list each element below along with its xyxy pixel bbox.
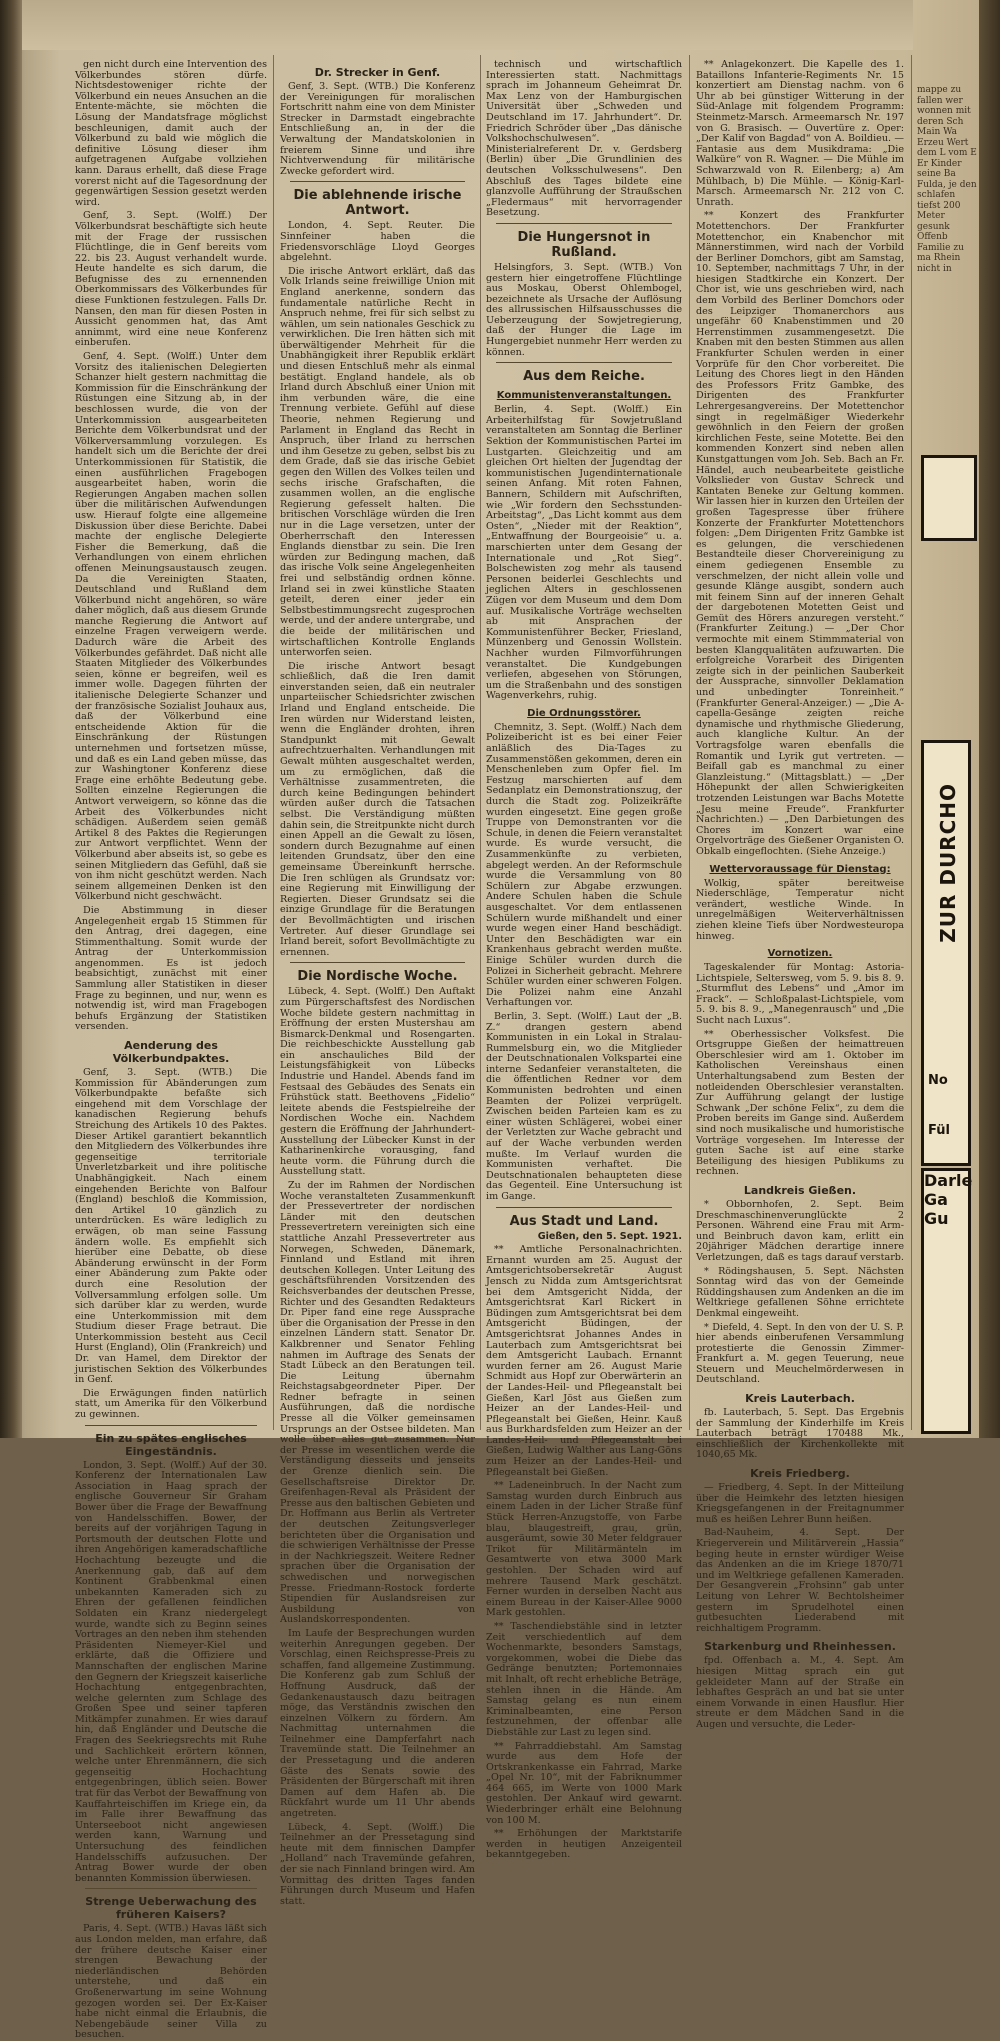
article-paragraph: ** Taschendiebstähle sind in letzter Zeit verschiedentlich auf dem Wochenmarkte, besonders Samstags, vorgekommen, wobei die Diebe das Gedränge benutzten; Portemonnaies mit Inhalt, oft recht erhebliche Beträge, stehlen ihnen in die Hände. Am Samstag gelang es nun einem Kriminalbeamten, eine Person festzunehmen, der offenbar alle Diebstähle zur Last zu legen sind.	[486, 1620, 682, 1738]
article-headline: Die Hungersnot in Rußland.	[517, 229, 651, 260]
article-headline: Gießen, den 5. Sept. 1921.	[537, 1230, 682, 1242]
section-separator	[85, 1425, 257, 1426]
adjacent-ad-word: Gu	[924, 1209, 949, 1228]
article-paragraph: fpd. Offenbach a. M., 4. Sept. Am hiesigen Mittag sprach ein gut gekleideter Mann auf der Straße ein lebhaftes Gespräch an und bat sie unter einem Vorwande in einen Hausflur. Hier streute er dem Mädchen Sand in die Augen und versuchte, die Leder-	[696, 1655, 904, 1730]
article-paragraph: ** Erhöhungen der Marktstarife werden in heutigen Anzeigenteil bekanntgegeben.	[486, 1828, 682, 1861]
article-paragraph: ** Oberhessischer Volksfest. Die Ortsgruppe Gießen der heimattreuen Oberschlesier wird am 1. Oktober im Katholischen Vereinshaus einen Unterhaltungsabend zum Besten der notleidenden Oberschlesier veranstalten. Zur Aufführung gelangt der lustige Schwank „Der schöne Felix“, zu dem die Proben bereits im Gange sind. Außerdem sind noch musikalische und humoristische Vorträge vorgesehen. Im Interesse der guten Sache ist auf eine starke Beteiligung des hiesigen Publikums zu rechnen.	[696, 1028, 904, 1178]
column-rule	[689, 55, 690, 1430]
article-headline: Aus Stadt und Land.	[509, 1213, 659, 1229]
adjacent-ad-frame	[921, 455, 977, 541]
top-margin	[22, 0, 913, 50]
article-paragraph: Genf, 3. Sept. (WTB.) Die Konferenz der Vereinigungen für moralischen Fortschritt nahm eine von dem Minister Strecker in Darmstadt eingebrachte Entschließung an, in der die Verwaltung der Mandatskolonien in freierem Sinne und ihre Nichtverwendung für militärische Zwecke gefordert wird.	[280, 81, 475, 177]
column-rule	[911, 55, 912, 1430]
adjacent-ad-box	[921, 1168, 971, 1434]
article-headline: Kreis Lauterbach.	[745, 1392, 855, 1406]
article-headline: Wettervoraussage für Dienstag:	[709, 863, 891, 875]
article-paragraph: Berlin, 3. Sept. (Wolff.) Laut der „B. Z.“ drangen gestern abend Kommunisten in ein Lokal in Stralau-Rummelsburg ein, wo die Mitglieder der Deutschnationalen Volkspartei eine interne Sedanfeier veranstalteten, die die öffentlichen Redner vor dem Kommunisten bedrohten und einen Beamten der Polizei verprügelt. Zwischen beiden Parteien kam es zu einer wüsten Schlägerei, wobei einer der Verletzten zur Wache gebracht und auf der Wache verbunden werden mußte. Im Verlauf wurden die Kommunisten verhaftet. Die Deutschnationalen behaupteten diese das Gegenteil. Eine Untersuchung ist im Gange.	[486, 1010, 682, 1202]
article-headline: Die Nordische Woche.	[297, 969, 458, 985]
article-paragraph: Paris, 4. Sept. (WTB.) Havas läßt sich aus London melden, man erfahre, daß der frühere deutsche Kaiser einer strengen Bewachung der niederländischen Behörden unterstehe, und daß ein Großenerwartung im seine Wohnung gezogen worden sei. Der Ex-Kaiser habe nicht einmal die Erlaubnis, die Nebengebäude seiner Villa zu besuchen.	[75, 1923, 267, 2041]
article-paragraph: Bad-Nauheim, 4. Sept. Der Kriegerverein und Militärverein „Hassia“ beging heute in ernster würdiger Weise das Andenken an die im Kriege 1870/71 und im Weltkriege gefallenen Kameraden. Der Gesangverein „Frohsinn“ gab unter Leitung von Lehrer W. Bechtolsheimer gestern im Sprudelhotel einen gutbesuchten Liederabend mit reichhaltigem Programm.	[696, 1527, 904, 1634]
adjacent-page-text: mappe zu fallen wer wonnen mit deren Sch Main Wa Erzeu Wert dem L vom E Er Kinder seine Ba Fulda, je den schlafen tiefst 200 Meter gesunk Offenb Familie zu ma Rhein nicht in	[917, 85, 977, 274]
article-paragraph: Genf, 3. Sept. (WTB.) Die Kommission für Abänderungen zum Völkerbundpakte befaßte sich eingehend mit dem Vorschlage der kanadischen Regierung behufs Streichung des Artikels 10 des Paktes. Dieser Artikel garantiert bekanntlich den Mitgliedern des Völkerbundes ihre gegenseitige territoriale Unverletzbarkeit und ihre politische Unabhängigkeit. Nach einem eingehenden Berichte von Balfour (England) beschloß die Kommission, den Artikel 10 gänzlich zu unterdrücken. Es wäre lediglich zu erwägen, ob man seine Fassung ändern wolle. Es empfiehlt sich hierüber eine Debatte, ob diese Abänderung erwünscht in der Form einer Abänderung zum Pakte oder durch eine Resolution der Vollversammlung erfolgen solle. Um sich darüber klar zu werden, wurde eine Unterkommission mit dem Studium dieser Frage betraut. Die Unterkommission besteht aus Cecil Hurst (England), Olin (Frankreich) und Dr. van Hamel, dem Direktor der juristischen Sektion des Völkerbundes in Genf.	[75, 1067, 267, 1386]
article-paragraph: ** Anlagekonzert. Die Kapelle des 1. Bataillons Infanterie-Regiments Nr. 15 konzertiert am Dienstag nachm. von 6 Uhr ab bei günstiger Witterung in der Süd-Anlage mit folgendem Programm: Steinmetz-Marsch. Armeemarsch Nr. 197 von G. Brasisch. — Ouvertüre z. Oper: „Der Kalif von Bagdad“ von A. Boildieu. — Fantasie aus dem Musikdrama: „Die Walküre“ von R. Wagner. — Die Mühle im Schwarzwald von R. Eilenberg; a) Am Mühlbach, b) Die Mühle. — König-Karl-Marsch. Armeemarsch Nr. 212 von C. Unrath.	[696, 59, 904, 208]
article-paragraph: * Rödingshausen, 5. Sept. Nächsten Sonntag wird das von der Gemeinde Rüddingshausen zum Andenken an die im Weltkriege gefallenen Söhne errichtete Denkmal eingeweiht.	[696, 1265, 904, 1319]
article-paragraph: * Obbornhofen, 2. Sept. Beim Dreschmaschinenverunglückte 2 Personen. Während eine Frau mit Arm- und Beinbruch davon kam, erlitt ein 20jähriger Mädchen derartige innere Verletzungen, daß es tags darauf verstarb.	[696, 1198, 904, 1263]
adjacent-ad-box	[921, 740, 971, 1166]
section-separator	[290, 181, 465, 182]
section-separator	[290, 962, 465, 963]
section-separator	[496, 223, 672, 224]
adjacent-page-strip	[913, 0, 1000, 1438]
section-separator	[496, 362, 672, 363]
article-paragraph: Die irische Antwort besagt schließlich, daß die Iren damit einverstanden seien, daß ein neutraler unparteiischer Schiedsrichter zwischen Irland und England entscheide. Die Iren würden nur Widerstand leisten, wenn die Engländer drohten, ihren Standpunkt mit Gewalt aufrechtzuerhalten. Verhandlungen mit Gewalt mühten ausgeschaltet werden, um zu ermöglichen, daß die Verhältnisse zusammentreten, die durch keine Bedingungen behindert würden außer durch die Tatsachen selbst. Die Verständigung müßten dahin sein, die Streitpunkte nicht durch einen Appell an die Gewalt zu lösen, sondern durch Bezugnahme auf einen leitenden Grundsatz, über den eine gemeinsame Übereinkunft herrsche. Die Iren schlügen als Grundsatz vor: eine Regierung mit Einwilligung der Regierten. Dieser Grundsatz sei die einzige Grundlage für die Beratungen der Bevollmächtigten und irischen Vertreter. Auf dieser Grundlage sei Irland bereit, sofort Bevollmächtigte zu ernennen.	[280, 660, 475, 958]
article-paragraph: ** Ladeneinbruch. In der Nacht zum Samstag wurden durch Einbruch aus einem Laden in der Licher Straße fünf Stück Herren-Anzugstoffe, von Farbe blau, blaugestreift, grau, grün, ausgeräumt, sowie 30 Meter feldgrauer Trikot für Militärmänteln im Gesamtwerte von etwa 3000 Mark gestohlen. Der Schaden wird auf mehrere Tausend Mark geschätzt. Ferner wurden in derselben Nacht aus einem Bureau in der Kaiser-Allee 9000 Mark gestohlen.	[486, 1480, 682, 1619]
article-headline: Strenge Ueberwachung des früheren Kaisers?	[85, 1895, 257, 1922]
article-paragraph: fb. Lauterbach, 5. Sept. Das Ergebnis der Sammlung der Kinderhilfe im Kreis Lauterbach beträgt 170488 Mk., einschließlich der Kirchenkollekte mit 1040,65 Mk.	[696, 1407, 904, 1461]
article-paragraph: Die Erwägungen finden natürlich statt, um Amerika für den Völkerbund zu gewinnen.	[75, 1387, 267, 1421]
section-separator	[85, 1888, 257, 1889]
article-headline: Landkreis Gießen.	[743, 1183, 857, 1197]
page-edge-shadow	[979, 0, 1000, 1438]
adjacent-ad-word: Ga	[924, 1190, 948, 1209]
article-paragraph: London, 3. Sept. (Wolff.) Auf der 30. Konferenz der Internationalen Law Association in Haag sprach der englische Gouverneur Sir Graham Bower über die Frage der Bewaffnung von Handelsschiffen. Bower, der bereits auf der vorjährigen Tagung in Portsmouth der deutschen Flotte und ihren Angehörigen kameradschaftliche Hochachtung bezeugte und die Anerkennung gab, daß auf dem Kontinent Grabbenkmal einen unbekannten Kameraden sich zu Ehren der gefallenen feindlichen Soldaten ein Kranz niedergelegt wurde, wandte sich zu Beginn seines Vortrages an den neben ihm stehenden Präsidenten Niemeyer-Kiel und erklärte, daß die Offiziere und Mannschaften der englischen Marine den Gegnern der Kriegszeit kaiserliche Hochachtung entgegenbrachten, welche gelernten zum Schlage des Großen Spee und seiner tapferen Mitkämpfer zunahmen. Er wies darauf hin, daß Engländer und Deutsche die Fragen des Seekriegsrechts mit Ruhe und Sachlichkeit erörtern können, welche unter Ehrenmännern, die sich gegenseitig Hochachtung entgegenbringen, üblich seien. Bower trat für das Verbot der Bewaffnung von Kauffahrteischiffen im Kriege ein, da im Falle ihrer Bewaffnung das Unterseeboot nicht angewiesen werden kann, Warnung und Untersuchung des feindlichen Handelsschiffs aufzusuchen. Der Antrag Bower wurde der oben benannten Kommission überwiesen.	[75, 1459, 267, 1884]
article-paragraph: Die irische Antwort erklärt, daß das Volk Irlands seine freiwillige Union mit England anerkenne, sondern das fundamentale natürliche Recht in Anspruch nehme, frei für sich selbst zu wählen, um sein nationales Geschick zu verwirklichen. Die Iren hätten sich mit überwältigender Mehrheit für die Unabhängigkeit ihrer Republik erklärt und diesen Entschluß mehr als einmal bestätigt. England handele, als ob Irland durch Abschluß einer Union mit ihm verbunden wäre, die eine Trennung verbiete. Gefühl auf diese Theorie, nehmen Regierung und Parlament in England das Recht in Anspruch, über Irland zu herrschen und ihm Gesetze zu geben, selbst bis zu dem Grade, daß sie das irische Gebiet gegen den Willen des Volkes teilen und sechs irische Grafschaften, die zusammen wollen, an die englische Regierung gefesselt halten. Die britischen Vorschläge würden die Iren nur in die Lage versetzen, unter der Oberherrschaft den Interessen Englands dienstbar zu sein. Die Iren würden zur Bedingung machen, daß das irische Volk seine Angelegenheiten frei und selbständig ordnen könne. Irland sei in zwei künstliche Staaten geteilt, deren einer jeder ein Selbstbestimmungsrecht zugesprochen werde, und der andere untergrabe, und die beide der militärischen und wirtschaftlichen Kontrolle Englands unterworfen seien.	[280, 265, 475, 659]
article-paragraph: Chemnitz, 3. Sept. (Wolff.) Nach dem Polizeibericht ist es bei einer Feier anläßlich des Dia-Tages zu Zusammenstößen gekommen, deren ein Menschenleben zum Opfer fiel. Im Festzug marschierten auf dem Sedanplatz ein Demonstrationszug, der durch die Stadt zog. Polizeikräfte wurden eingesetzt. Eine gegen große Truppe von Demonstranten vor die Schule, in denen die Feiern veranstaltet wurde. Es wurde versucht, die Zusammenkünfte zu verbieten, abgelegt werden. An der Reformschule wurde die Versammlung von 80 Schülern zur Abgabe erzwungen. Andere Schulen haben die Schule ausgeschaltet. Vor dem entlassenen Schülern wurde mißhandelt und einer wurde wegen einer Hand beschädigt. Unter den Beschädigten war ein Krankenhaus gebracht werden mußte. Einige Schüler wurden durch die Polizei in Sicherheit gebracht. Mehrere Schüler wurden einer schweren Folgen. Die Polizei nahm eine Anzahl Verhaftungen vor.	[486, 721, 682, 1009]
article-paragraph: Genf, 3. Sept. (Wolff.) Der Völkerbundsrat beschäftigte sich heute mit der Frage der russischen Flüchtlinge, die in Genf bereits vom 22. bis 23. August verhandelt wurde. Heute handelte es sich darum, die Befugnisse des zu ernennenden Oberkommissars des Völkerbundes für diese Funktionen festzulegen. Falls Dr. Nansen, den man für diesen Posten in Aussicht genommen hat, das Amt annimmt, wird eine neue Konferenz einberufen.	[75, 210, 267, 349]
column-4	[696, 59, 904, 1730]
section-separator	[496, 1207, 672, 1208]
article-paragraph: Berlin, 4. Sept. (Wolff.) Ein Arbeiterhilfstag für Sowjetrußland veranstalteten am Sonntag die Berliner Sektion der Kommunistischen Partei im Lustgarten. Gleichzeitig und am gleichen Ort hielten der Jugendtag der kommunistischen Jugendinternationale seinen Anfang. Mit roten Fahnen, Bannern, Schildern mit Aufschriften, wie „Wir fordern den Sechsstunden-Arbeitstag“, „Das Licht kommt aus dem Osten“, „Nieder mit der Reaktion“, „Entwaffnung der Bourgeoisie“ u. a. marschierten unter dem Gesang der Internationale und „Rot Sieg“. Bolschewisten zog mehr als tausend Personen beiderlei Geschlechts und jeglichen Alters in geschlossenen Zügen vor dem Museum und dem Dom auf. Musikalische Vorträge wechselten ab mit Ansprachen der Kommunistenführer Becker, Friesland, Münzenberg und Genossin Wollstein. Nachher wurden Filmvorführungen veranstaltet. Die Kundgebungen verliefen, abgesehen von Störungen, um die Straßenbahn und des sonstigen Wagenverkehrs, ruhig.	[486, 404, 682, 702]
article-paragraph: Genf, 4. Sept. (Wolff.) Unter dem Vorsitz des italienischen Delegierten Schanzer hielt gestern nachmittag die Kommission für die Einschränkung der Rüstungen eine Sitzung ab, in der beschlossen wurde, die von der Unterkommission ausgearbeiteten Berichte dem Völkerbundsrat und der Völkerversammlung vorzulegen. Es handelt sich um die Berichte der drei Unterkommissionen für Statistik, die einen ausführlichen Fragebogen ausgearbeitet haben, worin die Regierungen Angaben machen sollen über die militärischen Aufwendungen usw. Hierauf folgte eine allgemeine Diskussion über diese Berichte. Dabei machte der englische Delegierte Fisher die Bemerkung, daß die Verhandlungen von einem ehrlichen offenen Meinungsaustausch zeugen. Da die Vereinigten Staaten, Deutschland und Rußland dem Völkerbund nicht angehören, so wäre daher möglich, daß aus diesem Grunde manche Regierung die Antwort auf einzelne Fragen verweigern werde. Dadurch wäre die Arbeit des Völkerbundes gefährdet. Daß nicht alle Staaten Mitglieder des Völkerbundes seien, könne er begreifen, weil es immer wolle. Dagegen führten der italienische Delegierte Schanzer und der französische Sozialist Jouhaux aus, daß der Völkerbund eine entscheidende Aktion für die Einschränkung der Rüstungen unternehmen und fortsetzen müsse, und daß es ein Land geben müsse, das zur Washingtoner Konferenz diese Frage eine erhöhte Bedeutung gebe. Sollten einzelne Regierungen die Antwort verweigern, so könne das die Arbeit des Völkerbundes nicht schädigen. Außerdem seien gemäß Artikel 8 des Paktes die Regierungen zur Antwort verpflichtet. Wenn der Völkerbund aber abseits ist, so gebe es seinen Mitgliedern das Gefühl, daß sie von ihm nicht geschützt werden. Nach seinem allgemeinen Denken ist den Völkerbund nicht geschwächt.	[75, 351, 267, 903]
article-headline: Ein zu spätes englisches Eingeständnis.	[95, 1431, 247, 1458]
adjacent-ad-word: Fül	[928, 1123, 950, 1138]
article-headline: Kreis Friedberg.	[750, 1467, 850, 1481]
article-headline: Die ablehnende irische Antwort.	[293, 188, 462, 219]
adjacent-ad-word: No	[928, 1073, 948, 1088]
article-paragraph: Tageskalender für Montag: Astoria-Lichtspiele, Seltersweg, vom 5. 9. bis 8. 9. „Sturmflut des Lebens“ und „Amor im Frack“. — Schloßpalast-Lichtspiele, vom 5. 9. bis 8. 9., „Manegenrausch“ und „Die Sucht nach Luxus“.	[696, 962, 904, 1027]
article-paragraph: ** Fahrraddiebstahl. Am Samstag wurde aus dem Hofe der Ortskrankenkasse ein Fahrrad, Marke „Opel Nr. 10“, mit der Fabriknummer 464 665, im Werte von 1000 Mark gestohlen. Der Ankauf wird gewarnt. Wiederbringer erhält eine Belohnung von 100 M.	[486, 1740, 682, 1826]
article-paragraph: gen nicht durch eine Intervention des Völkerbundes stören dürfe. Nichtsdestoweniger richte der Völkerbund ein neues Ansuchen an die Entente-mächte, sie möchten die Lösung der Mandatsfrage möglichst beschleunigen, damit auch der Völkerbund zu bald wie möglich die definitive Lösung dieser ihm aufgetragenen Aufgabe vollziehen kann. Daraus erhellt, daß diese Frage vorerst nicht auf die Tagesordnung der gegenwärtigen Session gesetzt werden wird.	[75, 59, 267, 208]
column-2	[280, 60, 475, 1907]
article-paragraph: technisch und wirtschaftlich Interessierten statt. Nachmittags sprach im Johanneum Geheimrat Dr. Max Lenz von der Hamburgischen Universität über „Schweden und Deutschland im 17. Jahrhundert“. Dr. Friedrich Schröder über „Das dänische Volkshochschulwesen“. Ministerialreferent Dr. v. Gerdsberg (Berlin) über „Die Grundlinien des deutschen Volksschulwesens“. Den Abschluß des Tages bildete eine glanzvolle Aufführung der Straußschen „Fledermaus“ mit hervorragender Besetzung.	[486, 59, 682, 219]
article-paragraph: — Friedberg, 4. Sept. In der Mitteilung über die Heimkehr des letzten hiesigen Kriegsgefangenen in der Freitagnummer muß es heißen Lehrer Bunn heißen.	[696, 1482, 904, 1525]
article-paragraph: Die Abstimmung in dieser Angelegenheit ergab 15 Stimmen für den Antrag, drei dagegen, eine Stimmenthaltung. Somit wurde der Antrag der Unterkommission angenommen. Es ist jedoch beabsichtigt, zunächst mit einer Sammlung aller Statistiken in dieser Frage zu beginnen, und nur, wenn es notwendig ist, wird man Fragebogen behufs Ergänzung der Statistiken versenden.	[75, 904, 267, 1033]
article-headline: Vornotizen.	[767, 948, 833, 960]
article-headline: Aus dem Reiche.	[523, 369, 645, 385]
binding-spine	[0, 0, 22, 1438]
column-1	[75, 59, 267, 2041]
article-paragraph: ** Amtliche Personalnachrichten. Ernannt wurden am 25. August der Amtsgerichtsobersekretär August Jensch zu Nidda zum Amtsgerichtsrat bei dem Amtsgericht Nidda, der Amtsgerichtsrat Karl Rickert in Büdingen zum Amtsgerichtsrat bei dem Amtsgericht Büdingen, der Amtsgerichtsrat Johannes Andes in Lauterbach zum Amtsgerichtsrat bei dem Amtsgericht Laubach. Ernannt wurden ferner am 26. August Marie Schmidt aus Hopf zur Oberwärterin an der Landes-Heil- und Pflegeanstalt bei Gießen, Karl Jöst aus Gießen zum Heizer an der Landes-Heil- und Pflegeanstalt bei Gießen, Heinr. Kauß aus Burkhardsfelden zum Heizer an der Landes-Heil- und Pflegeanstalt bei Gießen, Ludwig Walther aus Lang-Göns zum Heizer an der Landes-Heil- und Pflegeanstalt bei Gießen.	[486, 1244, 682, 1478]
article-paragraph: * Diefeld, 4. Sept. In den von der U. S. P. hier abends einberufenen Versammlung protestierte die Genossin Zimmer-Frankfurt a. M. gegen Teuerung, neue Steuern und Meuchelmörderwesen in Deutschland.	[696, 1321, 904, 1386]
article-paragraph: Lübeck, 4. Sept. (Wolff.) Die Teilnehmer an der Pressetagung sind heute mit dem finnischen Dampfer „Holland“ nach Travemünde gefahren, der sie nach Finnland bringen wird. Am Vormittag des dritten Tages fanden Führungen durch Museum und Hafen statt.	[280, 1821, 475, 1907]
column-3	[486, 59, 682, 1861]
article-paragraph: Wolkig, später bereitweise Niederschläge, Temperatur nicht verändert, westliche Winde. In unregelmäßigen Weiterverhältnissen ziehen kleine Tiefs über Nordwesteuropa hinweg.	[696, 877, 904, 942]
article-paragraph: Lübeck, 4. Sept. (Wolff.) Den Auftakt zum Pürgerschaftsfest des Nordischen Woche bildete gestern nachmittag in Eröffnung der ersten Mustershau am Bismarck-Denkmal und Rosengarten. Die reichbeschickte Ausstellung gab ein anschauliches Bild der Leistungsfähigkeit von Lübecks Industrie und Handel. Abends fand im Festsaal des Gebäudes des Senats ein Frühstück statt. Beethovens „Fidelio“ leitete abends die Festspielreihe der Nordischen Woche ein. Nachdem gestern die Eröffnung der Jahrhundert-Ausstellung der Lübecker Kunst in der Katharinenkirche vorausging, fand heute vorm. die Führung durch die Ausstellung statt.	[280, 986, 475, 1178]
adjacent-ad-word: Darle	[924, 1171, 973, 1190]
article-headline: Aenderung des Völkerbundpaktes.	[112, 1039, 230, 1066]
article-paragraph: Zu der im Rahmen der Nordischen Woche veranstalteten Zusammenkunft der Pressevertreter der nordischen Länder mit den deutschen Pressevertretern vereinigten sich eine stattliche Anzahl Pressevertreter aus Norwegen, Schweden, Dänemark, Finnland und Estland mit ihren deutschen Kollegen. Unter Leitung des geschäftsführenden Vorsitzenden des Reichsverbandes der deutschen Presse, Richter und des Gesandten Redakteurs Dr. Piper fand eine rege Aussprache über die Organisation der Presse in den einzelnen Ländern statt. Senator Dr. Kalkbrenner und Senator Fehling nahmen im Auftrage des Senats der Stadt Lübeck an den Beratungen teil. Die Leitung übernahm Reichstagsabgeordneter Piper. Der Redner befragte in seinen Ausführungen, daß die nordische Presse all die Völker gemeinsamen Ursprungs an der Ostsee bildeten. Man wolle über alles gut zusammen. Nur der Presse im wesentlichen werde die Verständigung diesseits und jenseits der Grenze dienlich sein. Die Gesellschaftsreise Direktor Dr. Greifenhagen-Reval als Präsident der Presse aus den baltischen Gebieten und Dr. Hoffmann aus Berlin als Vertreter der deutschen Zeitungsverleger berichteten über die Organisation und die schwierigen Verhältnisse der Presse in der Nachkriegszeit. Weitere Redner sprachen über die Organisation der schwedischen und norwegischen Presse. Friedmann-Rostock forderte Stipendien für Auslandsreisen zur Ausbildung von Auslandskorrespondenten.	[280, 1180, 475, 1626]
article-paragraph: Helsingfors, 3. Sept. (WTB.) Von gestern hier eingetroffene Flüchtlinge aus Moskau, Oberst Ohlembogel, bezeichnete als Ursache der Auflösung des allrussischen Hilfsausschusses die Ueberzeugung der Sowjetregierung, daß der Hunger die Lage im Hungergebiet nunmehr Herr werden zu können.	[486, 261, 682, 358]
article-headline: Starkenburg und Rheinhessen.	[704, 1640, 896, 1654]
article-paragraph: Im Laufe der Besprechungen wurden weiterhin Anregungen gegeben. Der Vorschlag, einen Reichspresse-Preis zu schaffen, fand allgemeine Zustimmung. Die Konferenz gab zum Schluß der Hoffnung Ausdruck, daß der Gedankenaustausch dazu beitragen möge, das Verständnis zwischen den einzelnen Völkern zu fördern. Am Nachmittag unternahmen die Teilnehmer eine Dampferfahrt nach Travemünde statt. Die Teilnehmer an der Pressetagung und die anderen Gäste des Senats sowie des Präsidenten der Bürgerschaft mit ihren Damen auf dem Hafen ab. Die Rückfahrt wurde um 11 Uhr abends angetreten.	[280, 1627, 475, 1820]
column-rule	[480, 55, 481, 1430]
article-headline: Dr. Strecker in Genf.	[314, 66, 441, 79]
article-headline: Kommunistenveranstaltungen.	[496, 390, 672, 402]
article-headline: Die Ordnungsstörer.	[527, 707, 641, 719]
article-paragraph: ** Konzert des Frankfurter Motettenchors. Der Frankfurter Motettenchor, ein Knabenchor mit Männerstimmen, wird nach der Vorbild der Berliner Domchors, gibt am Samstag, 10. September, nachmittags 7 Uhr, in der hiesigen Stadtkirche ein Konzert. Der Chor ist, wie uns geschrieben wird, nach dem Vorbild des Berliner Domchors oder des Leipziger Thomanerchors aus ungefähr 60 Knabenstimmen und 20 Herrenstimmen zusammengesetzt. Die Knaben mit den besten Stimmen aus allen Frankfurter Schulen werden in einer Vorprüfe für den Chor vorbereitet. Die Leitung des Chores liegt in den Händen des Professors Fritz Gambke, des Dirigenten des Frankfurter Lehrergesangvereins. Der Motettenchor singt in regelmäßiger Wiederkehr gewöhnlich in den Feiern der großen kirchlichen Feste, seine Motette. Bei den kommenden Konzert sind neben allen Kunstgattungen vom Joh. Seb. Bach an Fr. Händel, auch neubearbeitete geistliche Volkslieder von Gustav Schreck und Kantaten Beneke zur Geltung kommen. Wir lassen hier in kurzen den Urteilen der großen Tagespresse über frühere Konzerte der Frankfurter Motettenchors folgen: „Dem Dirigenten Fritz Gambke ist es gelungen, die verschiedenen Bestandteile dieser Chorvereinigung zu einem gediegenen Ensemble zu verschmelzen, der nicht allein volle und gesunde Klänge ausgibt, sondern auch mit feinem Sinn auf der inneren Gehalt der dargebotenen Motetten Geist und Gemüt des Hörers anzuregen versteht.“ (Frankfurter Zeitung.) — „Der Chor vermochte mit einem Stimmmaterial von besten Klangqualitäten aufzuwarten. Die erfolgreiche Vorarbeit des Dirigenten zeigte sich in der peinlichen Sauberkeit der Aussprache, sinnvoller Deklamation und unbedingter Tonreinheit.“ (Frankfurter General-Anzeiger.) — „Die A-capella-Gesänge zeigten reiche dynamische und rhythmische Gliederung, auch klangliche Kultur. An der Vortragsfolge waren ebenfalls die Romantik und Lyrik gut vertreten. — Beifall gab es manchmal zu einer Glanzleistung.“ (Mittagsblatt.) — „Der Höhepunkt der allen Schwierigkeiten trotzenden Leistungen war Bachs Motette „Jesu meine Freude“. Frankfurter Nachrichten.) — „Den Darbietungen des Chores im Konzert war eine Orgelvorträge des Gießener Organisten O. Obkalb eingeflochten. (Siehe Anzeige.)	[696, 210, 904, 857]
article-paragraph: London, 4. Sept. Reuter. Die Sinnfeiner haben die Friedensvorschläge Lloyd Georges abgelehnt.	[280, 220, 475, 264]
column-rule	[273, 55, 274, 1430]
adjacent-ad-vertical-text: ZUR DURCHO	[936, 783, 960, 943]
